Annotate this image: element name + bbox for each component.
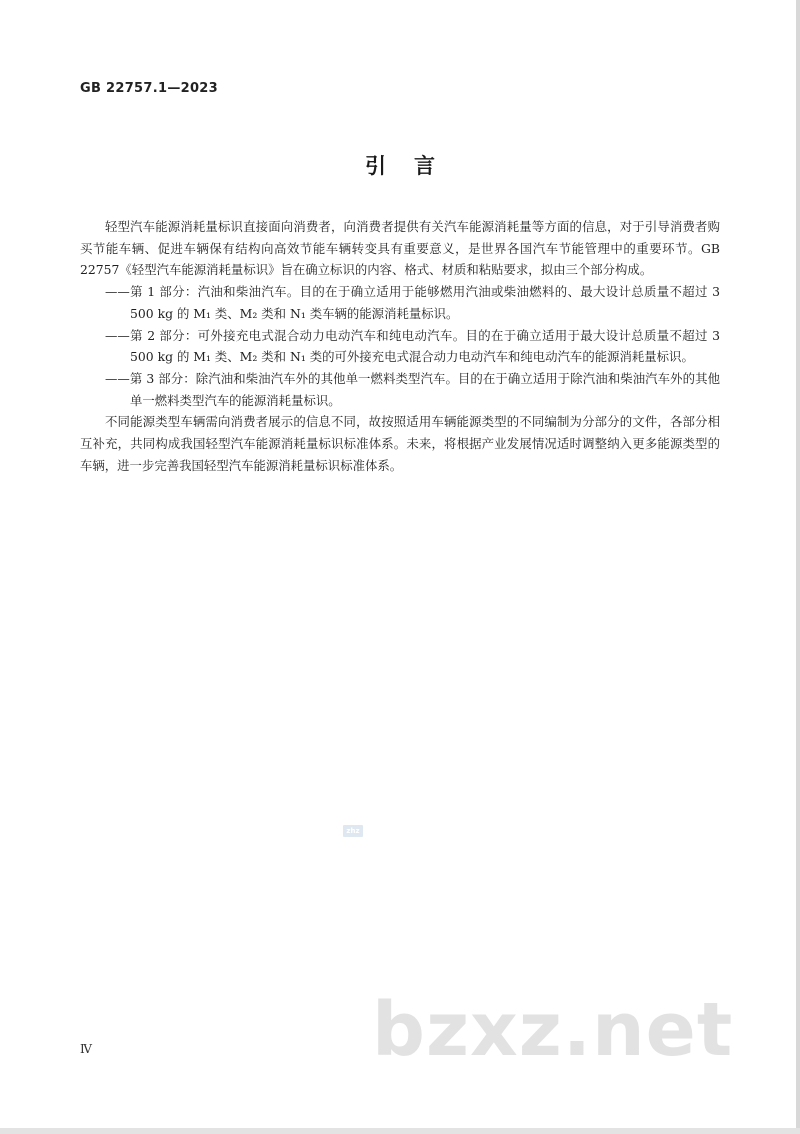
list-item-part-1: ——第 1 部分：汽油和柴油汽车。目的在于确立适用于能够燃用汽油或柴油燃料的、最大设计总质量不超过 3 500 kg 的 M₁ 类、M₂ 类和 N₁ 类车辆的能源消耗量标识。 xyxy=(105,284,720,321)
page-title: 引言 xyxy=(365,154,463,178)
list-item-part-2: ——第 2 部分：可外接充电式混合动力电动汽车和纯电动汽车。目的在于确立适用于最大设计总质量不超过 3 500 kg 的 M₁ 类、M₂ 类和 N₁ 类的可外接充电式混合动力电动汽车和纯电动汽车的能源消耗量标识。 xyxy=(105,327,720,365)
intro-paragraph: 轻型汽车能源消耗量标识直接面向消费者，向消费者提供有关汽车能源消耗量等方面的信息，对于引导消费者购买节能车辆、促进车辆保有结构向高效节能车辆转变具有重要意义，是世界各国汽车节能管理中的重要环节。GB 22757《轻型汽车能源消耗量标识》旨在确立标识的内容、格式、材质和粘贴要求，拟由三个部分构成。 xyxy=(80,219,720,278)
document-body xyxy=(80,216,720,476)
closing-paragraph: 不同能源类型车辆需向消费者展示的信息不同，故按照适用车辆能源类型的不同编制为分部分的文件，各部分相互补充，共同构成我国轻型汽车能源消耗量标识标准体系。未来，将根据产业发展情况适时调整纳入更多能源类型的车辆，进一步完善我国轻型汽车能源消耗量标识标准体系。 xyxy=(80,414,720,473)
small-watermark-logo: zhz xyxy=(343,825,363,837)
site-watermark: bzxz.net xyxy=(372,987,734,1073)
page-number: Ⅳ xyxy=(80,1042,92,1056)
page-edge-bottom xyxy=(0,1128,800,1134)
list-item-part-3: ——第 3 部分：除汽油和柴油汽车外的其他单一燃料类型汽车。目的在于确立适用于除汽油和柴油汽车外的其他单一燃料类型汽车的能源消耗量标识。 xyxy=(105,370,720,408)
standard-code-header: GB 22757.1—2023 xyxy=(80,81,218,96)
